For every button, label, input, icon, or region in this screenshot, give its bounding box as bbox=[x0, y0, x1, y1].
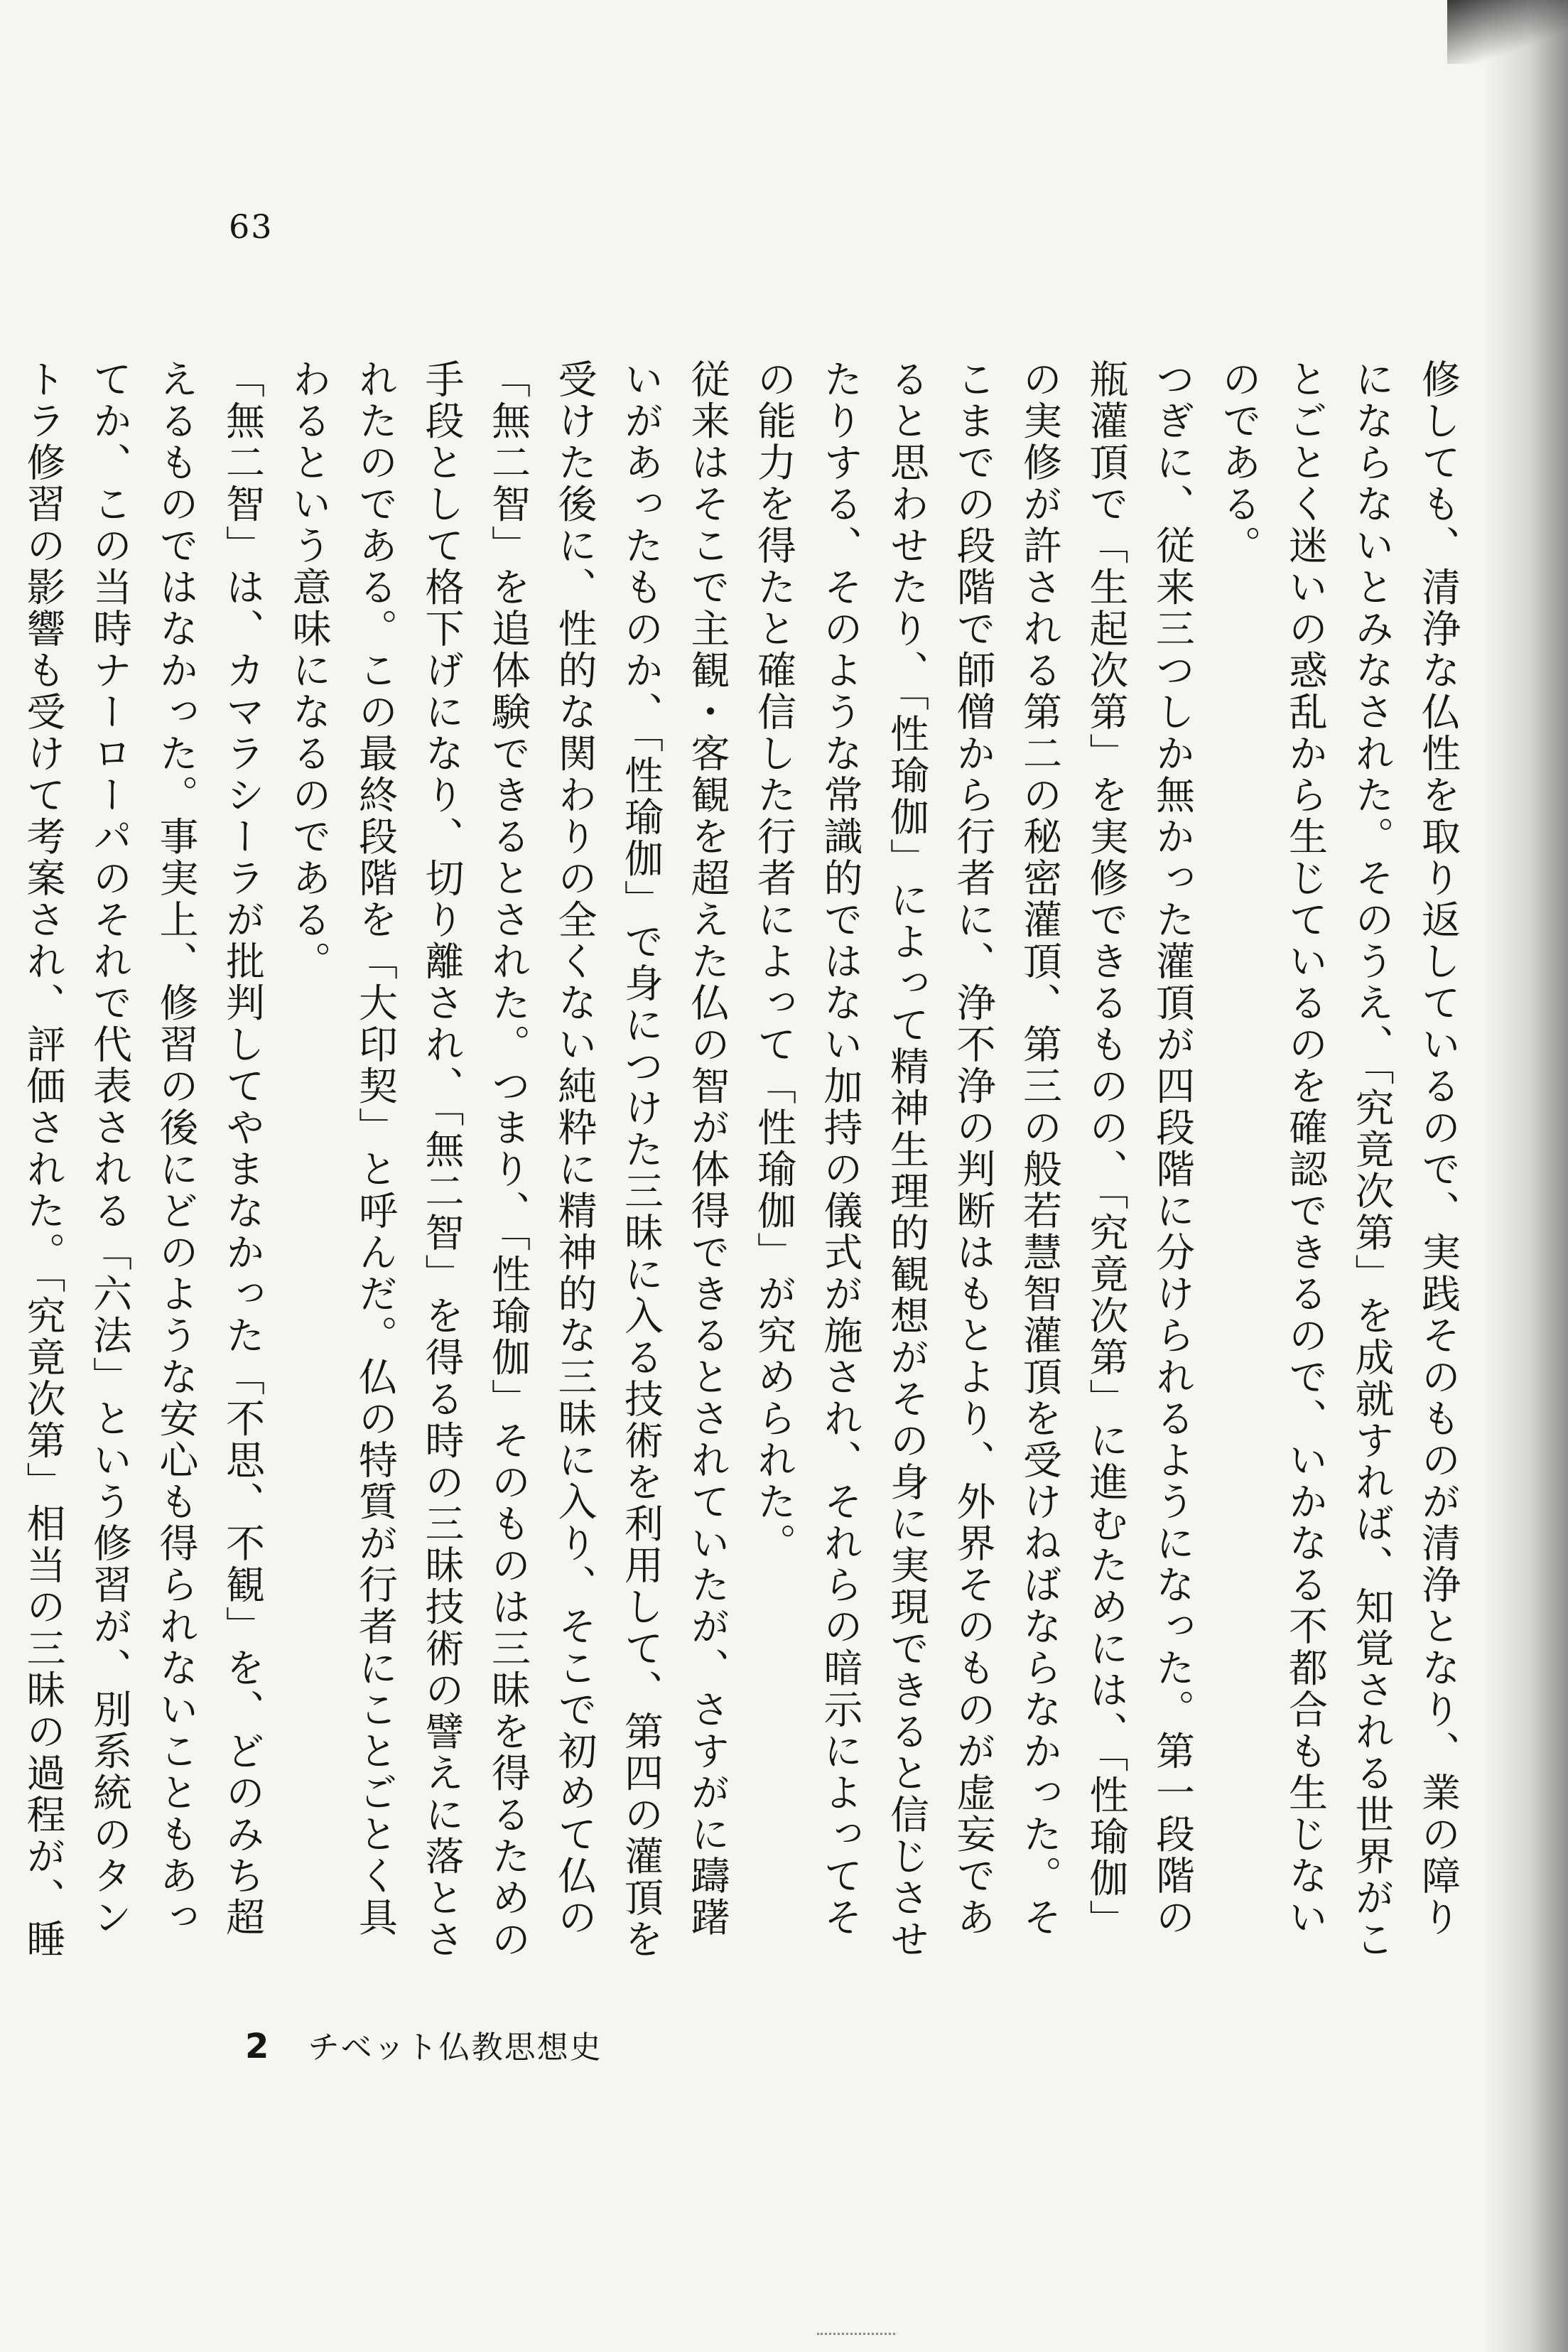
paragraph-3: 従来はそこで主観・客観を超えた仏の智が体得できるとされていたが、さすがに躊躇いがあったものか、「性瑜伽」で身につけた三昧に入る技術を利用して、第四の灌頂を受けた後に、性的な関わりの全くない純粋に精神的な三昧に入り、そこで初めて仏の「無二智」を追体験できるとされた。つまり、「性瑜伽」そのものは三昧を得るための手段として格下げになり、切り離され、「無二智」を得る時の三昧技術の譬えに落とされたのである。この最終段階を「大印契」と呼んだ。仏の特質が行者にことごとく具わるという意味になるのである。 bbox=[286, 359, 730, 1960]
paragraph-2: つぎに、従来三つしか無かった灌頂が四段階に分けられるようになった。第一段階の瓶灌頂で「生起次第」を実修できるものの、「究竟次第」に進むためには、「性瑜伽」の実修が許される第二の秘密灌頂、第三の般若慧智灌頂を受けねばならなかった。そこまでの段階で師僧から行者に、浄不浄の判断はもとより、外界そのものが虚妄であると思わせたり、「性瑜伽」によって精神生理的観想がその身に実現できると信じさせたりする、そのような常識的ではない加持の儀式が施され、それらの暗示によってその能力を得たと確信した行者によって「性瑜伽」が究められた。 bbox=[751, 359, 1195, 1960]
paragraph-1: 修しても、清浄な仏性を取り返しているので、実践そのものが清浄となり、業の障りにならないとみなされた。そのうえ、「究竟次第」を成就すれば、知覚される世界がことごとく迷いの惑乱から生じているのを確認できるので、いかなる不都合も生じないのである。 bbox=[1216, 359, 1461, 1960]
chapter-number: 2 bbox=[245, 2027, 269, 2066]
running-footer bbox=[245, 2022, 602, 2067]
page-number: 63 bbox=[229, 207, 274, 246]
scan-shadow-edge bbox=[1483, 0, 1568, 2352]
scan-shadow-corner bbox=[1447, 0, 1568, 64]
paragraph-4: 「無二智」は、カマラシーラが批判してやまなかった「不思、不観」を、どのみち超えるものではなかった。事実上、修習の後にどのような安心も得られないこともあってか、この当時ナーローパのそれで代表される「六法」という修習が、別系統のタントラ修習の影響も受けて考案され、評価された。「究竟次第」相当の三昧の過程が、睡 bbox=[20, 359, 265, 1960]
chapter-title: チベット仏教思想史 bbox=[308, 2029, 602, 2066]
body-text bbox=[20, 359, 1471, 1972]
scan-smudge bbox=[817, 2333, 895, 2338]
